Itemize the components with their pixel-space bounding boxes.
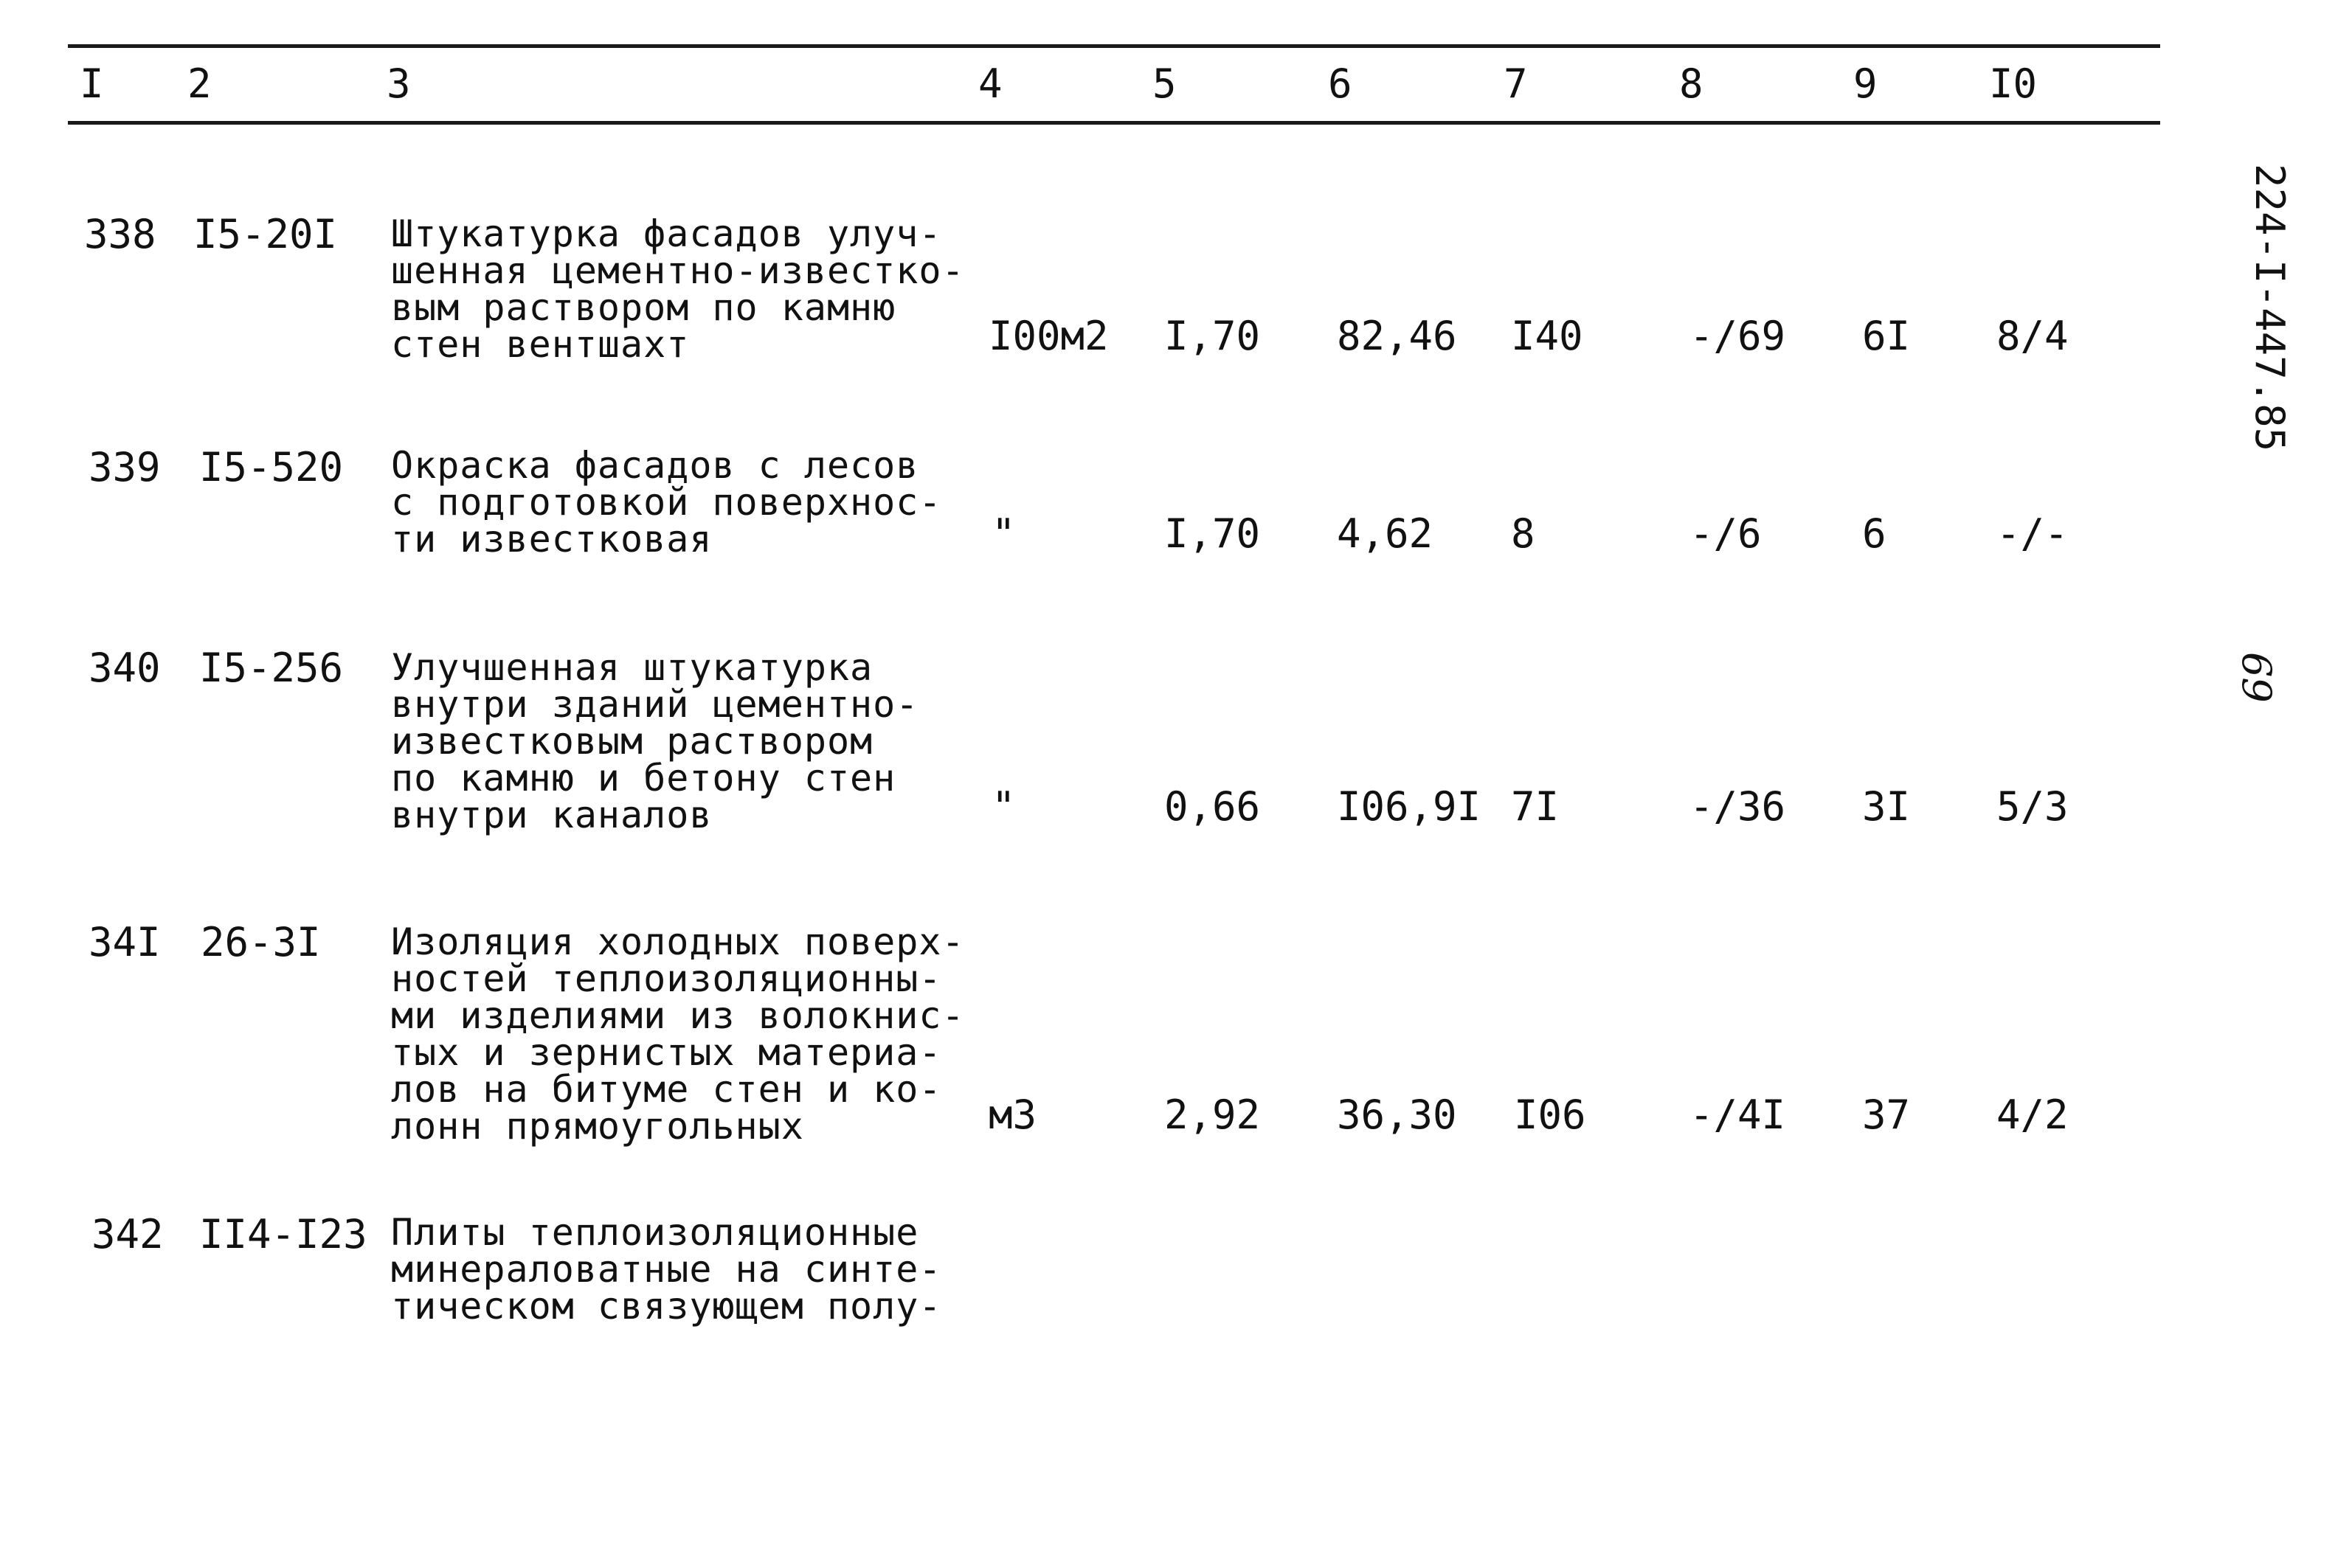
column-10-value: 8/4 <box>1996 313 2069 359</box>
col-header-9: 9 <box>1853 60 1878 107</box>
description-line: Изоляция холодных поверх- <box>391 920 965 963</box>
col-header-5: 5 <box>1152 60 1177 107</box>
unit: " <box>992 510 1016 557</box>
total-cost: 7I <box>1511 783 1560 830</box>
unit-cost: I06,9I <box>1337 783 1481 830</box>
quantity: 0,66 <box>1164 783 1261 830</box>
description-line: вым раствором по камню <box>391 286 896 329</box>
document-code: 224-I-447.85 <box>2246 164 2293 452</box>
description-line: лов на битуме стен и ко- <box>391 1068 942 1111</box>
row-number: 338 <box>84 211 156 257</box>
description-line: ми изделиями из волокнис- <box>391 994 965 1037</box>
description-line: лонн прямоугольных <box>391 1105 804 1148</box>
description-line: Плиты теплоизоляционные <box>391 1211 919 1254</box>
description-line: минераловатные на синте- <box>391 1248 942 1291</box>
description-line: стен вентшахт <box>391 323 690 366</box>
col-header-2: 2 <box>187 60 212 107</box>
unit: " <box>992 783 1016 830</box>
col-header-10: I0 <box>1989 60 2038 107</box>
work-description <box>391 920 965 1148</box>
description-line: внутри зданий цементно- <box>391 683 919 726</box>
row-number: 342 <box>91 1211 164 1257</box>
row-number: 34I <box>89 919 161 965</box>
col-header-4: 4 <box>978 60 1003 107</box>
column-8-value: -/6 <box>1689 510 1762 557</box>
unit-cost: 36,30 <box>1337 1092 1457 1138</box>
description-line: с подготовкой поверхнос- <box>391 481 942 524</box>
page-number: 69 <box>2233 652 2280 703</box>
description-line: ностей теплоизоляционны- <box>391 957 942 1000</box>
description-line: известковым раствором <box>391 720 874 763</box>
description-line: ти известковая <box>391 518 713 561</box>
column-10-value: -/- <box>1996 510 2069 557</box>
column-8-value: -/36 <box>1689 783 1786 830</box>
unit: I00м2 <box>989 313 1109 359</box>
rate-code: II4-I23 <box>199 1211 367 1257</box>
unit-cost: 4,62 <box>1337 510 1433 557</box>
rate-code: I5-20I <box>193 211 338 257</box>
description-line: тическом связующем полу- <box>391 1285 942 1328</box>
quantity: 2,92 <box>1164 1092 1261 1138</box>
row-number: 340 <box>89 645 161 691</box>
table-header-rule <box>68 121 2160 125</box>
rate-code: 26-3I <box>201 919 321 965</box>
quantity: I,70 <box>1164 510 1261 557</box>
work-description <box>391 646 952 836</box>
column-9-value: 3I <box>1862 783 1911 830</box>
description-line: тых и зернистых материа- <box>391 1031 942 1074</box>
total-cost: 8 <box>1511 510 1535 557</box>
description-line: Окраска фасадов с лесов <box>391 444 919 487</box>
col-header-1: I <box>80 60 104 107</box>
col-header-3: 3 <box>387 60 411 107</box>
column-9-value: 37 <box>1862 1092 1911 1138</box>
col-header-8: 8 <box>1679 60 1704 107</box>
column-10-value: 4/2 <box>1996 1092 2069 1138</box>
col-header-7: 7 <box>1504 60 1528 107</box>
table-top-rule <box>68 44 2160 48</box>
unit: м3 <box>989 1092 1037 1138</box>
work-description <box>391 444 952 561</box>
column-10-value: 5/3 <box>1996 783 2069 830</box>
unit-cost: 82,46 <box>1337 313 1457 359</box>
total-cost: I06 <box>1514 1092 1586 1138</box>
column-9-value: 6 <box>1862 510 1886 557</box>
total-cost: I40 <box>1511 313 1583 359</box>
rate-code: I5-256 <box>199 645 344 691</box>
rate-code: I5-520 <box>199 444 344 490</box>
description-line: Улучшенная штукатурка <box>391 646 874 689</box>
work-description <box>391 1211 952 1328</box>
description-line: шенная цементно-известко- <box>391 249 965 292</box>
work-description <box>391 212 965 366</box>
col-header-6: 6 <box>1328 60 1352 107</box>
row-number: 339 <box>89 444 161 490</box>
column-9-value: 6I <box>1862 313 1911 359</box>
description-line: по камню и бетону стен <box>391 757 896 799</box>
column-8-value: -/69 <box>1689 313 1786 359</box>
quantity: I,70 <box>1164 313 1261 359</box>
description-line: Штукатурка фасадов улуч- <box>391 212 942 255</box>
column-8-value: -/4I <box>1689 1092 1786 1138</box>
description-line: внутри каналов <box>391 794 713 836</box>
